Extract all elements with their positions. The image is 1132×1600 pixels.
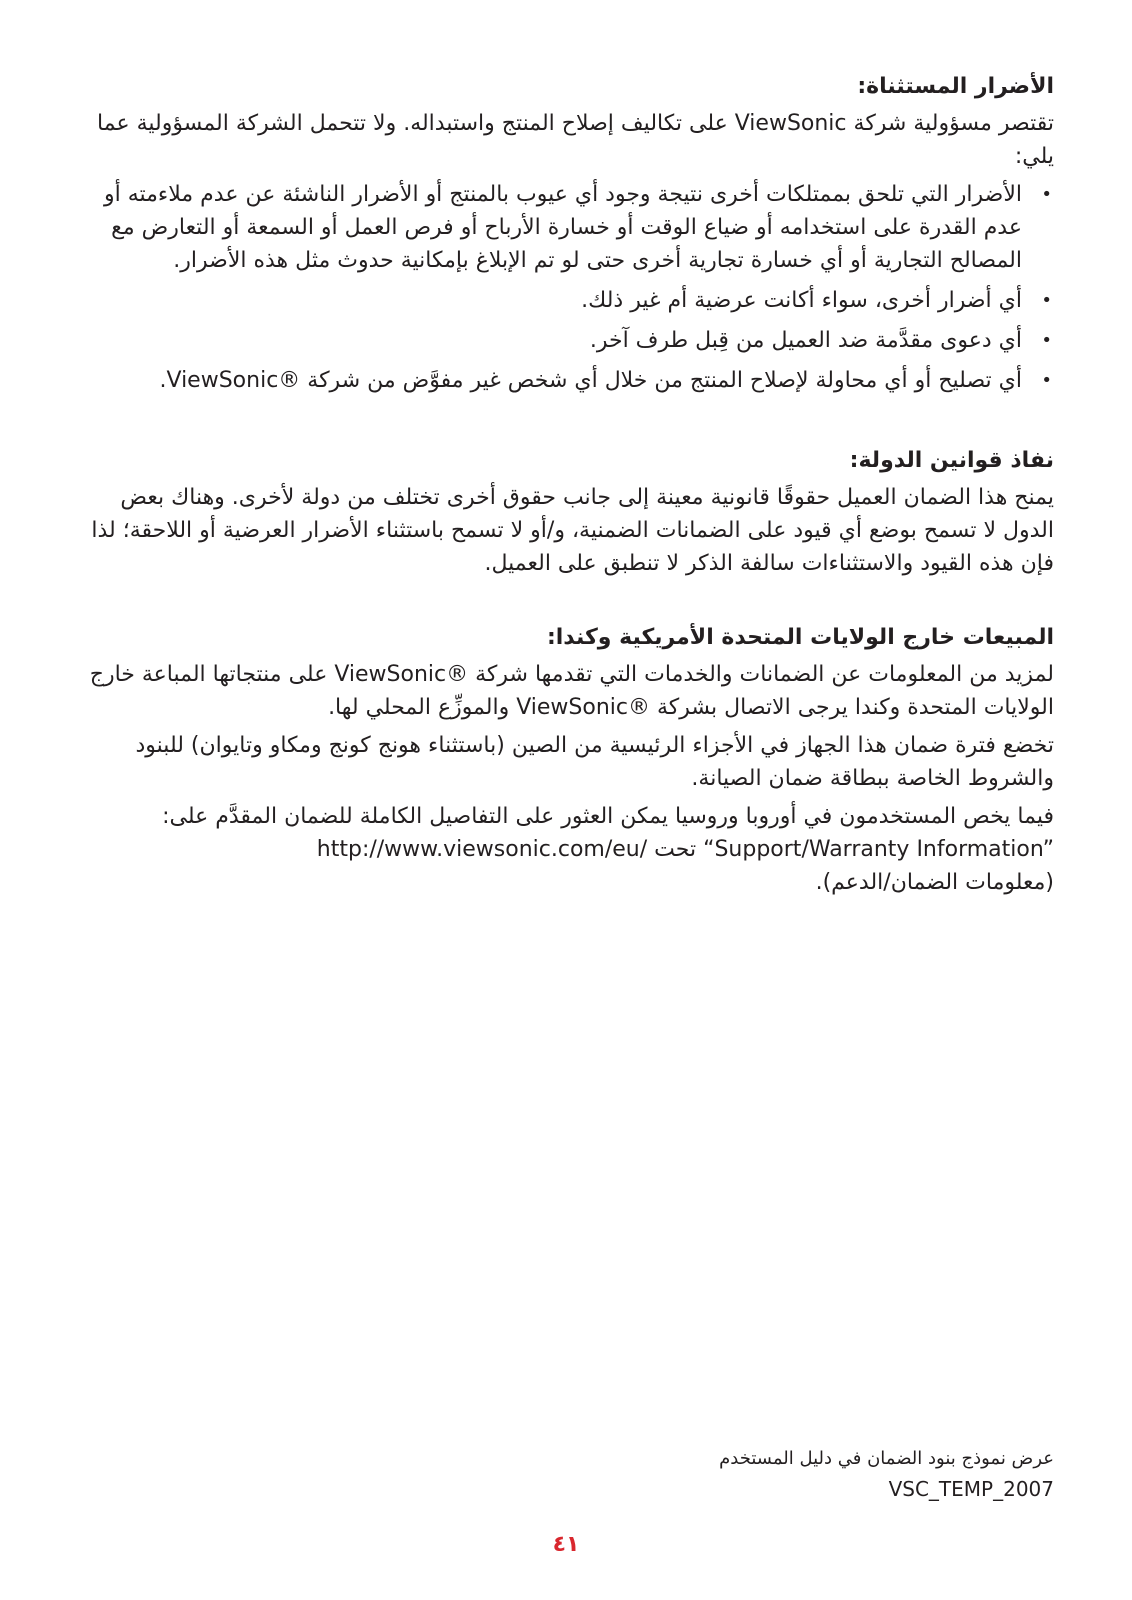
list-item [80,364,1054,397]
list-item-text: أي أضرار أخرى، سواء أكانت عرضية أم غير ذلك. [581,288,1022,313]
page-footer [719,1444,1054,1504]
europe-warranty-info [80,800,1054,899]
list-item [80,284,1054,317]
bullet-icon: • [1041,184,1052,205]
excluded-damages-heading: الأضرار المستثناة: [857,74,1054,99]
state-law-heading: نفاذ قوانين الدولة: [849,448,1054,473]
excluded-damages-list [80,178,1054,397]
bullet-icon: • [1041,370,1052,391]
excluded-damages-intro: تقتصر مسؤولية شركة ViewSonic على تكاليف إصلاح المنتج واستبداله. ولا تتحمل الشركة المسؤولية عما يلي: [97,111,1054,169]
footer-caption: عرض نموذج بنود الضمان في دليل المستخدم [719,1448,1054,1469]
list-item-text: أي دعوى مقدَّمة ضد العميل من قِبل طرف آخر. [589,328,1022,353]
list-item [80,178,1054,277]
europe-warranty-line-3: (معلومات الضمان/الدعم). [815,870,1054,895]
international-sales-para-2: تخضع فترة ضمان هذا الجهاز في الأجزاء الرئيسية من الصين (باستثناء هونج كونج ومكاو وتايوان) للبنود والشروط الخاصة ببطاقة ضمان الصيانة. [135,733,1054,791]
europe-warranty-line-1: فيما يخص المستخدمون في أوروبا وروسيا يمكن العثور على التفاصيل الكاملة للضمان المقدَّم على: [162,804,1054,829]
state-law-section [80,444,1054,580]
list-item [80,324,1054,357]
section-spacer [80,585,1054,621]
document-page [80,70,1054,904]
international-sales-heading: المبيعات خارج الولايات المتحدة الأمريكية وكندا: [546,625,1054,650]
footer-doc-code: VSC_TEMP_2007 [888,1477,1054,1501]
international-sales-para-1: لمزيد من المعلومات عن الضمانات والخدمات التي تقدمها شركة ®ViewSonic على منتجاتها المباعة خارج الولايات المتحدة وكندا يرجى الاتصال بشركة ®ViewSonic والموزِّع المحلي لها. [89,662,1054,720]
list-item-text: أي تصليح أو أي محاولة لإصلاح المنتج من خلال أي شخص غير مفوَّض من شركة ®ViewSonic. [159,368,1022,393]
state-law-body: يمنح هذا الضمان العميل حقوقًا قانونية معينة إلى جانب حقوق أخرى تختلف من دولة لأخرى. وهناك بعض الدول لا تسمح بوضع أي قيود على الضمانات الضمنية، و/أو لا تسمح باستثناء الأضرار العرضية أو اللاحقة؛ لذا فإن هذه القيود والاستثناءات سالفة الذكر لا تنطبق على العميل. [91,485,1054,576]
international-sales-section [80,621,1054,899]
section-spacer [80,404,1054,444]
excluded-damages-section [80,70,1054,397]
list-item-text: الأضرار التي تلحق بممتلكات أخرى نتيجة وجود أي عيوب بالمنتج أو الأضرار الناشئة عن عدم ملاءمته أو عدم القدرة على استخدامه أو ضياع الوقت أو خسارة الأرباح أو فرص العمل أو السمعة أو التعارض مع المصالح التجارية أو أي خسارة تجارية أخرى حتى لو تم الإبلاغ بإمكانية حدوث مثل هذه الأضرار. [103,182,1022,273]
bullet-icon: • [1041,330,1052,351]
bullet-icon: • [1041,290,1052,311]
europe-warranty-link-line: http://www.viewsonic.com/eu/ تحت “Support/Warranty Information” [316,837,1054,862]
page-number: ٤١ [552,1532,580,1557]
